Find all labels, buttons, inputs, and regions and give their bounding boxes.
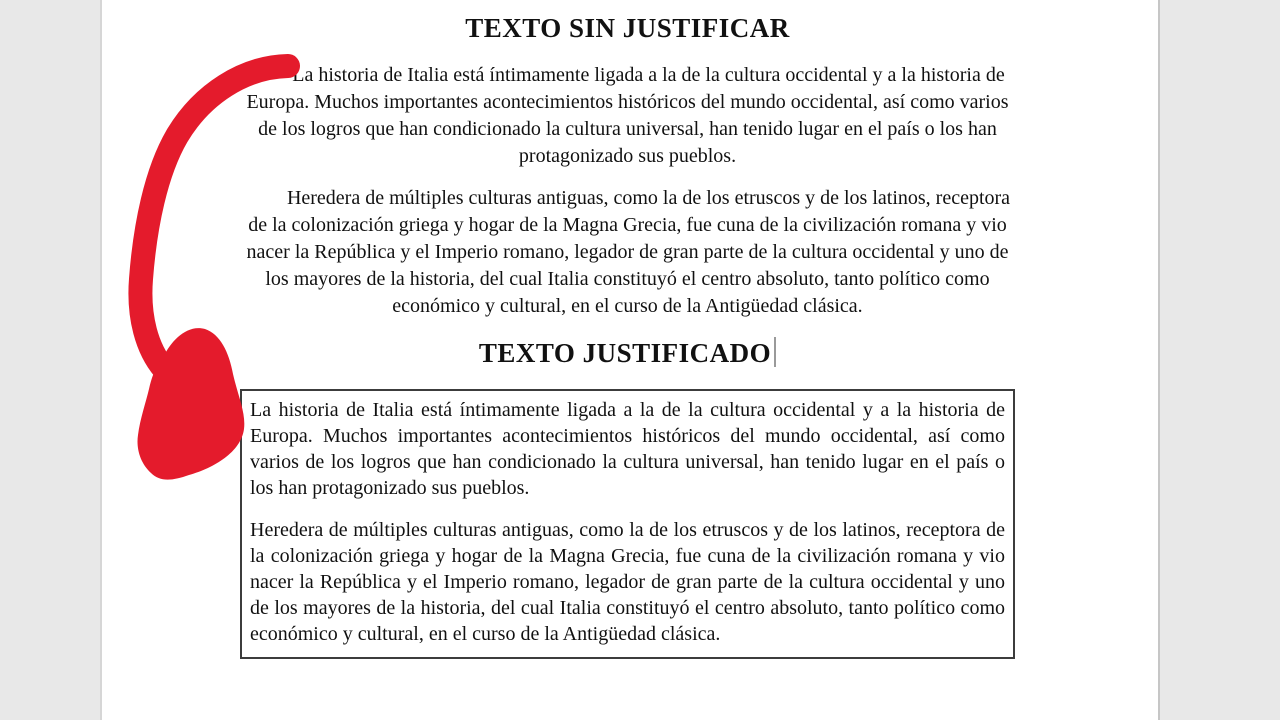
document-page [100,0,1160,720]
unjustified-section-title[interactable]: TEXTO SIN JUSTIFICAR [465,13,790,43]
justified-paragraph-2[interactable]: Heredera de múltiples culturas antiguas, como la de los etruscos y de los latinos, receptora de la colonización griega y hogar de la Magna Grecia, fue cuna de la civilización romana y vio nacer la República y el Imperio romano, legador de gran parte de la cultura occidental y uno de los mayores de la historia, del cual Italia constituyó el centro absoluto, tanto político como económico y cultural, en el curso de la Antigüedad clásica. [250,519,1005,645]
justified-paragraph-1[interactable]: La historia de Italia está íntimamente ligada a la de la cultura occidental y a la historia de Europa. Muchos importantes acontecimientos históricos del mundo occidental, así como varios de los logros que han condicionado la cultura universal, han tenido lugar en el país o los han protagonizado sus pueblos. [250,399,1005,499]
justified-section-title[interactable] [240,335,1015,371]
justified-text-box[interactable] [240,389,1015,659]
justified-title-text: TEXTO JUSTIFICADO [478,338,772,368]
text-cursor-caret [774,337,776,367]
document-content [240,0,1015,659]
unjustified-paragraph-2[interactable]: Heredera de múltiples culturas antiguas, como la de los etruscos y de los latinos, receptora de la colonización griega y hogar de la Magna Grecia, fue cuna de la civilización romana y vio nacer la República y el Imperio romano, legador de gran parte de la cultura occidental y uno de los mayores de la historia, del cual Italia constituyó el centro absoluto, tanto político como económico y cultural, en el curso de la Antigüedad clásica. [246,187,1011,317]
unjustified-paragraph-1[interactable]: La historia de Italia está íntimamente ligada a la de la cultura occidental y a la historia de Europa. Muchos importantes acontecimientos históricos del mundo occidental, así como varios de los logros que han condicionado la cultura universal, han tenido lugar en el país o los han protagonizado sus pueblos. [246,64,1009,167]
